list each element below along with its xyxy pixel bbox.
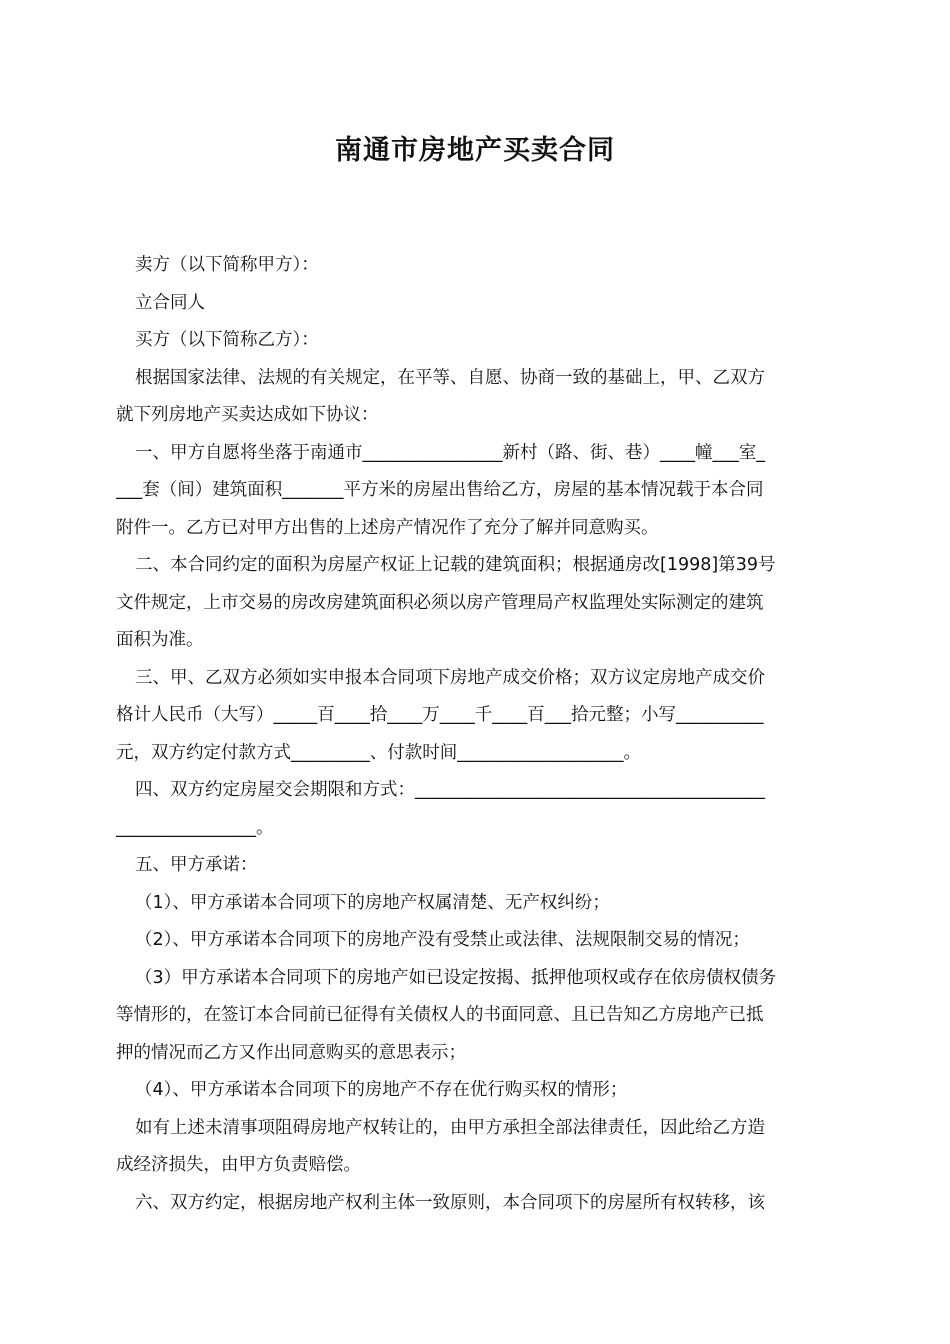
clause-4-line: ________________。 [116,817,274,838]
contract-party-line: 立合同人 [135,292,205,313]
clause-2-line: 面积为准。 [116,630,204,650]
buyer-line: 买方（以下简称乙方）： [135,330,319,350]
clause-5-item: （1）、甲方承诺本合同项下的房地产权属清楚、无产权纠纷； [135,892,610,913]
clause-1-line: ___套（间）建筑面积_______平方米的房屋出售给乙方，房屋的基本情况载于本合同 [116,480,764,500]
preamble-line: 就下列房地产买卖达成如下协议： [116,405,379,425]
seller-line: 卖方（以下简称甲方）： [135,255,319,275]
preamble-line: 根据国家法律、法规的有关规定，在平等、自愿、协商一致的基础上，甲、乙双方 [135,367,765,388]
clause-3-line: 三、甲、乙双方必须如实申报本合同项下房地产成交价格；双方议定房地产成交价 [135,667,765,688]
clause-5-liability: 成经济损失，由甲方负责赔偿。 [116,1155,361,1175]
document-body [116,247,838,1222]
clause-5-item: 押的情况而乙方又作出同意购买的意思表示； [116,1042,466,1063]
clause-3-line: 元，双方约定付款方式_________、付款时间___________________。 [116,742,641,763]
clause-3-line: 格计人民币（大写）_____百____拾____万____千____百___拾元整；小写__________ [116,705,764,725]
clause-6-line: 六、双方约定，根据房地产权利主体一致原则，本合同项下的房屋所有权转移，该 [135,1192,765,1213]
clause-5-item: （3）甲方承诺本合同项下的房地产如已设定按揭、抵押他项权或存在依房债权债务 [135,967,777,988]
clause-2-line: 二、本合同约定的面积为房屋产权证上记载的建筑面积；根据通房改[1998]第39号 [135,555,776,575]
clause-2-line: 文件规定，上市交易的房改房建筑面积必须以房产管理局产权监理处实际测定的建筑 [116,592,764,613]
clause-5-item: （4）、甲方承诺本合同项下的房地产不存在优行购买权的情形； [135,1080,628,1100]
clause-5-item: （2）、甲方承诺本合同项下的房地产没有受禁止或法律、法规限制交易的情况； [135,930,750,950]
clause-4-line: 四、双方约定房屋交会期限和方式：________________________________________ [135,780,765,800]
clause-1-line: 一、甲方自愿将坐落于南通市________________新村（路、街、巷）____幢___室_ [135,442,765,463]
clause-5-liability: 如有上述未清事项阻碍房地产权转让的，由甲方承担全部法律责任，因此给乙方造 [135,1117,765,1138]
clause-1-line: 附件一。乙方已对甲方出售的上述房产情况作了充分了解并同意购买。 [116,517,659,538]
clause-5-heading: 五、甲方承诺： [135,855,258,875]
clause-5-item: 等情形的，在签订本合同前已征得有关债权人的书面同意、且已告知乙方房地产已抵 [116,1005,764,1025]
document-title: 南通市房地产买卖合同 [335,135,615,166]
